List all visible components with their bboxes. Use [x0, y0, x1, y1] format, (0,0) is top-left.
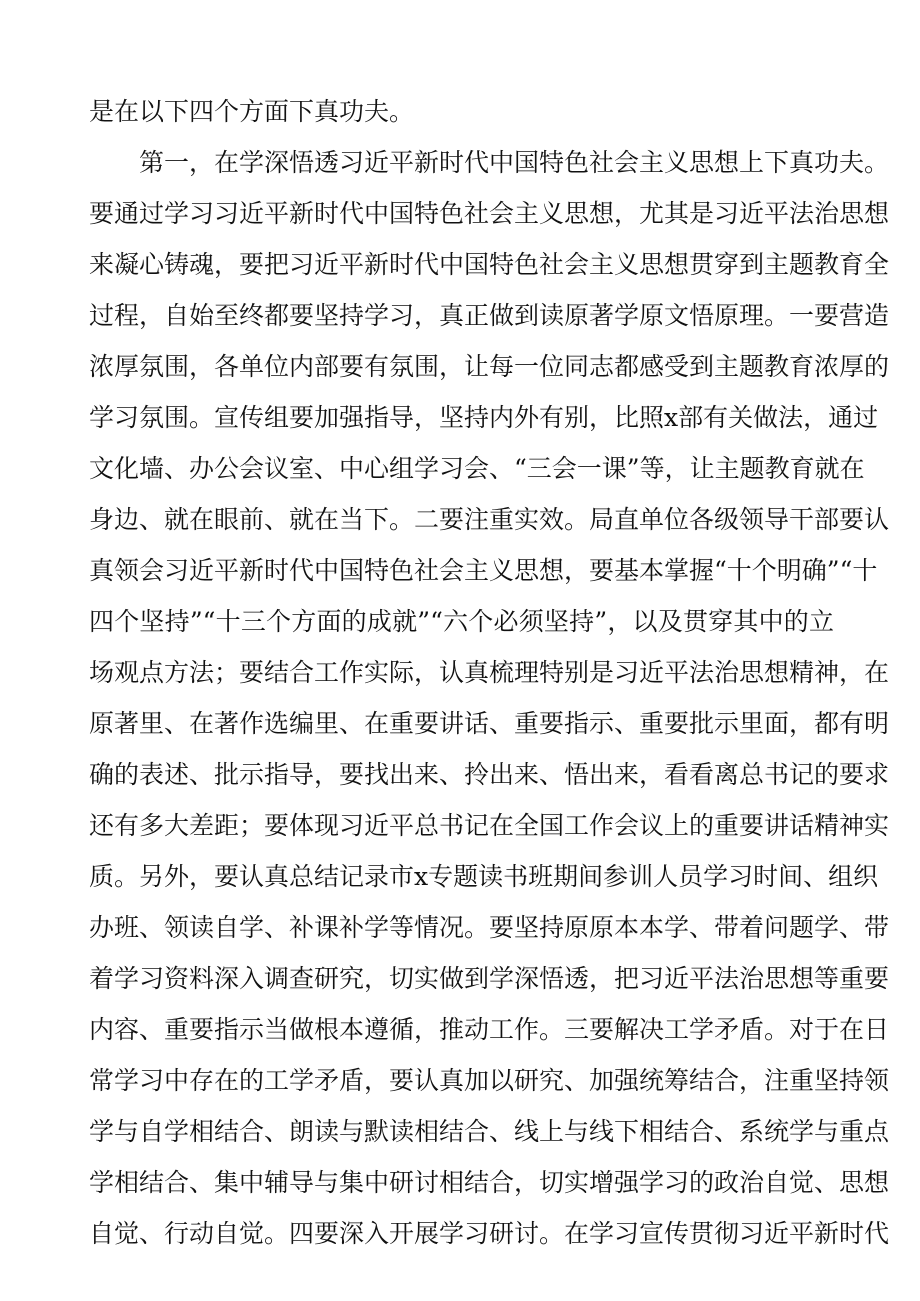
text-line: 四个坚持”“十三个方面的成就”“六个必须坚持”，以及贯穿其中的立 — [89, 607, 834, 636]
text-line: 学与自学相结合、朗读与默读相结合、线上与线下相结合、系统学与重点 — [89, 1117, 890, 1146]
text-line: 要通过学习习近平新时代中国特色社会主义思想，尤其是习近平法治思想 — [89, 199, 890, 228]
text-line: 确的表述、批示指导，要找出来、拎出来、悟出来，看看离总书记的要求 — [89, 760, 890, 789]
text-line: 内容、重要指示当做根本遵循，推动工作。三要解决工学矛盾。对于在日 — [89, 1015, 890, 1044]
text-line: 过程，自始至终都要坚持学习，真正做到读原著学原文悟原理。一要营造 — [89, 301, 890, 330]
text-line: 还有多大差距；要体现习近平总书记在全国工作会议上的重要讲话精神实 — [89, 811, 890, 840]
text-line: 真领会习近平新时代中国特色社会主义思想，要基本掌握“十个明确”“十 — [89, 556, 878, 585]
text-line: 学习氛围。宣传组要加强指导，坚持内外有别，比照x部有关做法，通过 — [89, 403, 879, 432]
paragraph-first-line: 第一，在学深悟透习近平新时代中国特色社会主义思想上下真功夫。 — [139, 148, 890, 177]
text-line: 常学习中存在的工学矛盾，要认真加以研究、加强统筹结合，注重坚持领 — [89, 1066, 890, 1095]
text-line: 质。另外，要认真总结记录市x专题读书班期间参训人员学习时间、组织 — [89, 862, 879, 891]
text-line: 原著里、在著作选编里、在重要讲话、重要指示、重要批示里面，都有明 — [89, 709, 890, 738]
text-line: 文化墙、办公会议室、中心组学习会、“三会一课”等，让主题教育就在 — [89, 454, 865, 483]
text-line: 办班、领读自学、补课补学等情况。要坚持原原本本学、带着问题学、带 — [89, 913, 890, 942]
text-line: 着学习资料深入调查研究，切实做到学深悟透，把习近平法治思想等重要 — [89, 964, 890, 993]
text-line: 是在以下四个方面下真功夫。 — [89, 97, 415, 126]
text-line: 来凝心铸魂，要把习近平新时代中国特色社会主义思想贯穿到主题教育全 — [89, 250, 890, 279]
text-line: 自觉、行动自觉。四要深入开展学习研讨。在学习宣传贯彻习近平新时代 — [89, 1219, 890, 1248]
text-line: 身边、就在眼前、就在当下。二要注重实效。局直单位各级领导干部要认 — [89, 505, 890, 534]
text-line: 浓厚氛围，各单位内部要有氛围，让每一位同志都感受到主题教育浓厚的 — [89, 352, 890, 381]
text-line: 场观点方法；要结合工作实际，认真梳理特别是习近平法治思想精神，在 — [89, 658, 890, 687]
text-line: 学相结合、集中辅导与集中研讨相结合，切实增强学习的政治自觉、思想 — [89, 1168, 890, 1197]
